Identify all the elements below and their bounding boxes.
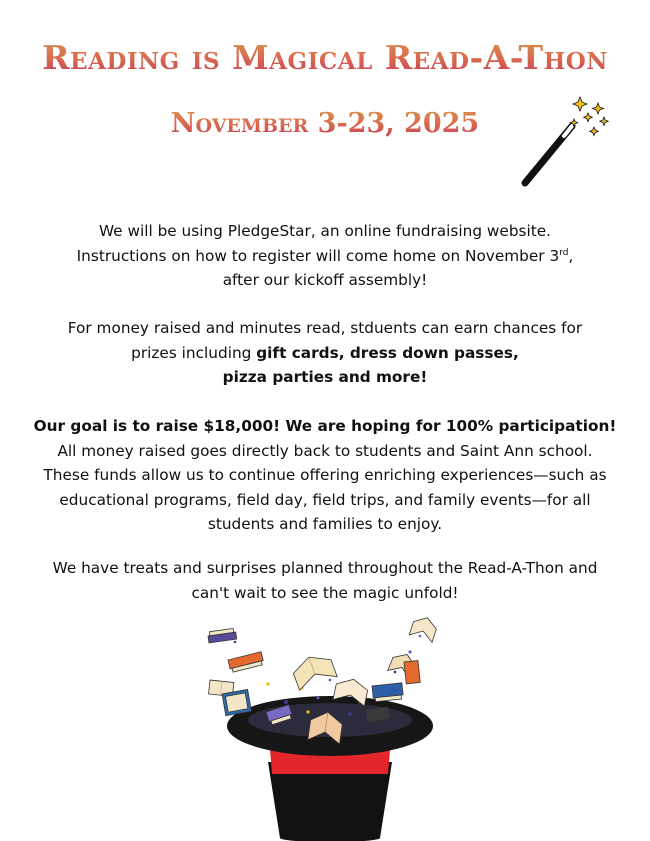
book-icon <box>228 652 264 673</box>
flyer-title: Reading is Magical Read-A-Thon <box>0 38 650 77</box>
sparkle-stars-icon <box>570 97 608 136</box>
pledgestar-paragraph <box>0 219 650 293</box>
text-line <box>0 341 650 366</box>
text-line: All money raised goes directly back to students and Saint Ann school. <box>57 441 593 460</box>
closing-paragraph <box>0 556 650 605</box>
text-line: For money raised and minutes read, stduents can earn chances for <box>67 319 583 337</box>
text-segment: , <box>568 246 574 265</box>
text-segment: Instructions on how to register will come home on November 3 <box>76 246 560 265</box>
text-segment: prizes including <box>131 343 257 362</box>
book-icon <box>207 628 236 643</box>
book-icon <box>409 614 439 642</box>
goal-paragraph <box>0 414 650 537</box>
prizes-highlight: pizza parties and more! <box>222 368 428 386</box>
book-icon <box>372 683 404 702</box>
text-line: We have treats and surprises planned throughout the Read-A-Thon and <box>52 559 598 577</box>
magic-wand-icon <box>512 93 612 193</box>
prizes-paragraph <box>0 316 650 390</box>
prizes-highlight: gift cards, dress down passes, <box>256 343 519 362</box>
goal-statement: Our goal is to raise $18,000! We are hoping for 100% participation! <box>33 417 617 435</box>
magic-hat-illustration <box>190 602 470 841</box>
wand-stick <box>525 126 572 183</box>
book-icon <box>366 707 389 722</box>
text-line: can't wait to see the magic unfold! <box>191 583 459 602</box>
event-dates: November 3-23, 2025 <box>0 108 650 139</box>
text-line: educational programs, field day, field trips, and family events—for all <box>59 490 591 509</box>
text-line: We will be using PledgeStar, an online fundraising website. <box>98 222 552 240</box>
book-icon <box>404 661 420 684</box>
book-icon <box>290 650 337 690</box>
text-line: after our kickoff assembly! <box>222 271 428 289</box>
book-icon <box>222 689 251 715</box>
text-line <box>0 244 650 269</box>
text-line: students and families to enjoy. <box>207 515 443 533</box>
ordinal-suffix: rd <box>559 247 569 258</box>
text-line: These funds allow us to continue offering enriching experiences—such as <box>43 466 607 484</box>
